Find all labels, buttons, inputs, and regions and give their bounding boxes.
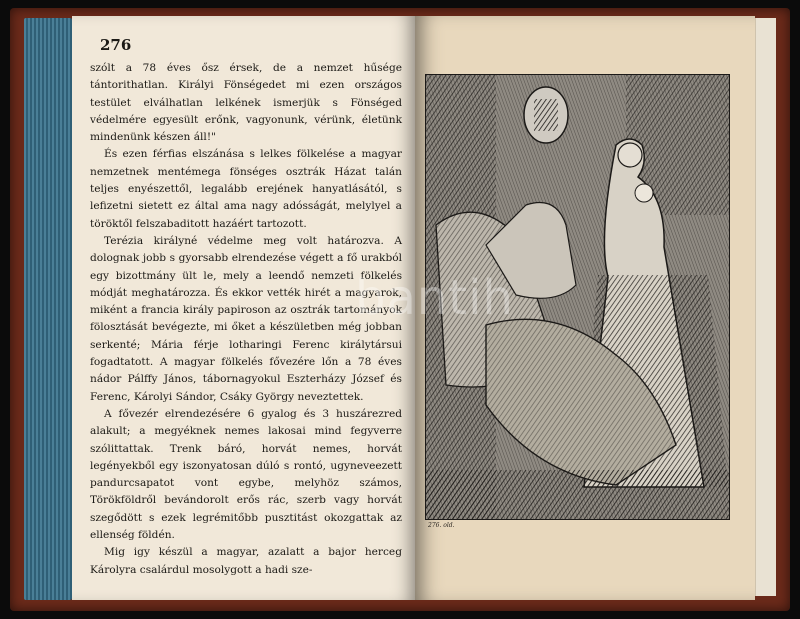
paragraph: Mig igy készül a magyar, azalatt a bajor herceg Károlyra csalárdul mosolygott a hadi sze- xyxy=(90,546,402,576)
page-number: 276 xyxy=(100,36,132,54)
paragraph: szólt a 78 éves ősz érsek, de a nemzet hűsége tántorithatlan. Királyi Fönségedet mi ezen országos testület elválhatlan lelkének ismerjük s Fönséged védelmére egyesült erőnk, vagyonunk, vérünk, életünk mindenünk készen áll!" xyxy=(90,62,402,144)
page-edge-stack xyxy=(24,18,72,600)
paragraph: Terézia királyné védelme meg volt határozva. A dolognak jobb s gyorsabb elrendezése végett a fő urakból egy bizottmány ült le, mely a leendő nemzeti fölkelés módját meghatározza. És ekkor vették hirét a magyarok, miként a francia király papiroson az osztrák tartományok fölosztását bevégezte, mi őket a készületben még jobban serkenté; Mária férje lotharingi Ferenc királytársui fogadtatott. A magyar fölkelés fővezére lőn a 78 éves nádor Pálffy János, tábornagyokul Eszterházy József és Ferenc, Károlyi Sándor, Csáky György neveztettek. xyxy=(90,234,402,403)
right-page-edge xyxy=(755,18,776,596)
illustration-caption: 276. old. xyxy=(428,522,455,529)
watermark-text: bantih xyxy=(355,270,514,326)
paragraph: A fővezér elrendezésére 6 gyalog és 3 huszárezred alakult; a megyéknek nemes lakosai mind fegyverre szólittattak. Trenk báró, horvát nemes, horvát legényekből egy iszonyatosan dúló s rontó, ugyneveezett pandurcsapatot vont egybe, melyhöz számos, Törökföldről bevándorolt erős rác, szerb vagy horvát szegődött s ezek legrémitőbb pusztitást okozgattak az ellenség földén. xyxy=(90,407,402,542)
paragraph: És ezen férfias elszánása s lelkes fölkelése a magyar nemzetnek mentémega fönséges osztrák Házat talán teljes enyészettől, legalább erejének hanyatlásától, s lefizetni sietett ez által ama nagy adósságát, melylyel a töröktől felszabaditott hazáért tartozott. xyxy=(90,148,402,230)
